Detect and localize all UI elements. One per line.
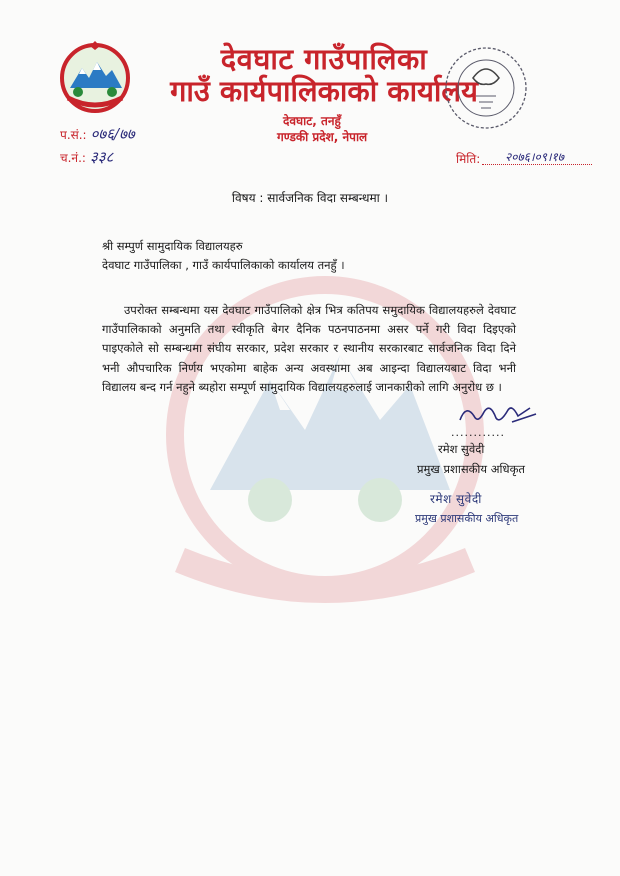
addressee-line-2: देवघाट गाउँपालिका , गाउँ कार्यपालिकाको कार्यालय तनहुँ । (102, 258, 345, 272)
office-stamp-icon (441, 38, 531, 138)
title-stamp: प्रमुख प्रशासकीय अधिकृत (415, 512, 519, 525)
date-value: २०७६।०९।१७ (505, 150, 565, 164)
name-stamp: रमेश सुवेदी (430, 492, 482, 506)
reference-number (60, 124, 135, 144)
date-label: मिति: (456, 152, 481, 166)
signer-title: प्रमुख प्रशासकीय अधिकृत (417, 462, 525, 476)
ps-label: प.सं.: (60, 128, 87, 142)
office-address: देवघाट, तनहुँ (283, 114, 341, 128)
signer-name: रमेश सुवेदी (438, 442, 485, 456)
letter-subject: विषय : सार्वजनिक विदा सम्बन्धमा । (231, 191, 389, 205)
ps-value: ०७६/७७ (90, 125, 135, 143)
dispatch-number (60, 147, 113, 167)
cn-value: ३३८ (89, 148, 114, 166)
cn-label: च.नं.: (60, 151, 86, 165)
signature-dots: ............ (451, 426, 505, 439)
addressee-line-1: श्री सम्पुर्ण सामुदायिक विद्यालयहरु (102, 239, 243, 253)
office-subtitle: गाउँ कार्यपालिकाको कार्यालय (170, 74, 478, 108)
office-name: देवघाट गाउँपालिका (220, 42, 428, 76)
letter-body: उपरोक्त सम्बन्धमा यस देवघाट गाउँपालिको क्षेत्र भित्र कतिपय समुदायिक विद्यालयहरुले देवघाट गाउँपालिकाको अनुमति तथा स्वीकृति बेगर दैनिक पठनपाठनमा असर पर्ने गरी विदा दिइएको पाइएकोले सो सम्बन्धमा संघीय सरकार, प्रदेश सरकार र स्थानीय सरकारबाट सार्वजनिक विदा दिने भनी औपचारिक निर्णय भएकोमा बाहेक अन्य अवस्थामा अब आइन्दा विद्यालयबाट विदा भनी विद्यालय बन्द गर्न नहुने ब्यहोरा सम्पूर्ण सामुदायिक विद्यालयहरुलाई जानकारीको लागि अनुरोध छ । (102, 303, 516, 394)
addressee-block (102, 237, 345, 275)
office-province: गण्डकी प्रदेश, नेपाल (277, 130, 368, 144)
